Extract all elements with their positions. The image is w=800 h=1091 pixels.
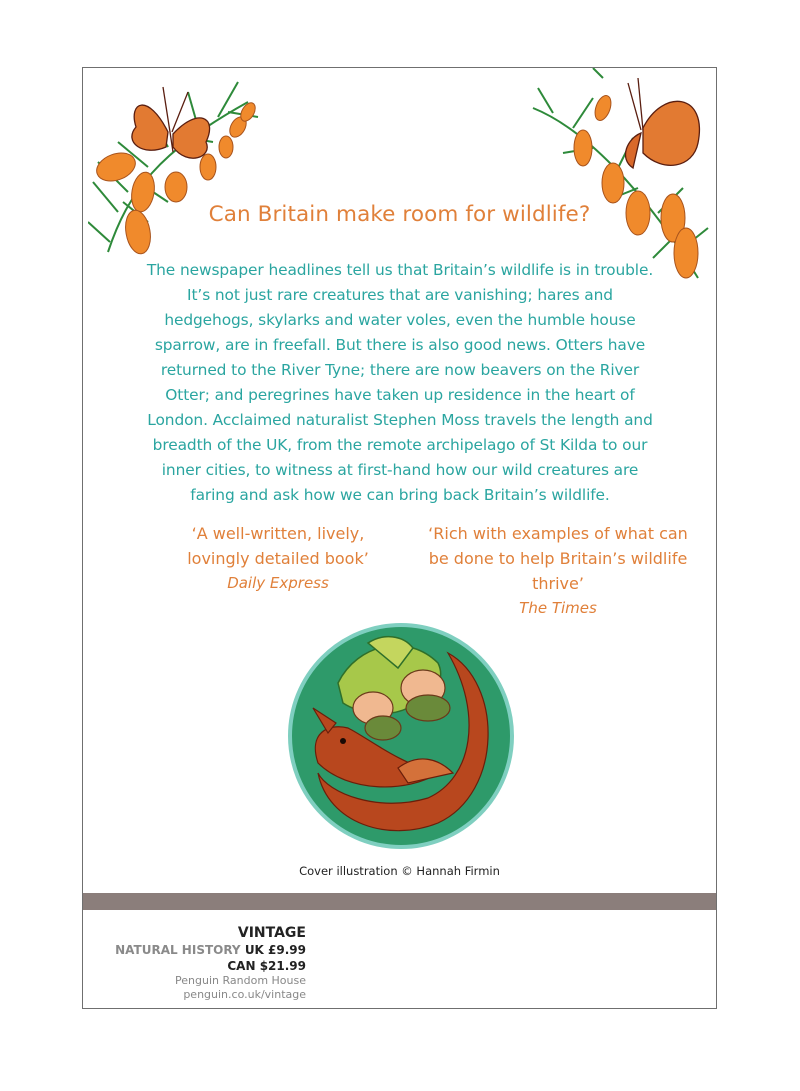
price-block	[46, 925, 306, 1002]
cover-blurb: The newspaper headlines tell us that Britain’s wildlife is in trouble. It’s not just rare creatures that are vanishing; hares and hedgehogs, skylarks and water voles, even the humble house sparrow, are in freefall. But there is also good news. Otters have returned to the River Tyne; there are now beavers on the River Otter; and peregrines have taken up residence in the heart of London. Acclaimed naturalist Stephen Moss travels the length and breadth of the UK, from the remote archipelago of St Kilda to our inner cities, to witness at first-hand how our wild creatures are faring and ask how we can bring back Britain’s wildlife.	[146, 261, 654, 504]
cover-headline: Can Britain make room for wildlife?	[208, 202, 591, 227]
imprint-name: VINTAGE	[237, 925, 306, 941]
review-quote-text: ‘Rich with examples of what can be done to help Britain’s wildlife thrive’	[428, 524, 688, 593]
category-price-row	[46, 942, 306, 958]
review-quote-source: The Times	[519, 599, 597, 617]
butterfly-gorse-left-icon	[88, 72, 263, 262]
review-quote-1	[173, 521, 383, 596]
review-quote-2	[428, 521, 688, 621]
review-quote-text: ‘A well-written, lively, lovingly detailed book’	[187, 524, 369, 568]
review-quote-source: Daily Express	[227, 574, 329, 592]
publisher-url: penguin.co.uk/vintage	[183, 988, 306, 1001]
footer-divider-band	[83, 893, 716, 910]
publisher-name: Penguin Random House	[175, 974, 306, 987]
cover-illustration-credit: Cover illustration © Hannah Firmin	[299, 864, 500, 878]
price-uk: UK £9.99	[244, 943, 306, 957]
squirrel-illustration-icon	[288, 623, 514, 849]
book-category: NATURAL HISTORY	[115, 943, 241, 957]
price-can: CAN $21.99	[227, 959, 306, 973]
book-back-cover	[82, 67, 717, 1009]
butterfly-gorse-right-icon	[523, 68, 718, 283]
